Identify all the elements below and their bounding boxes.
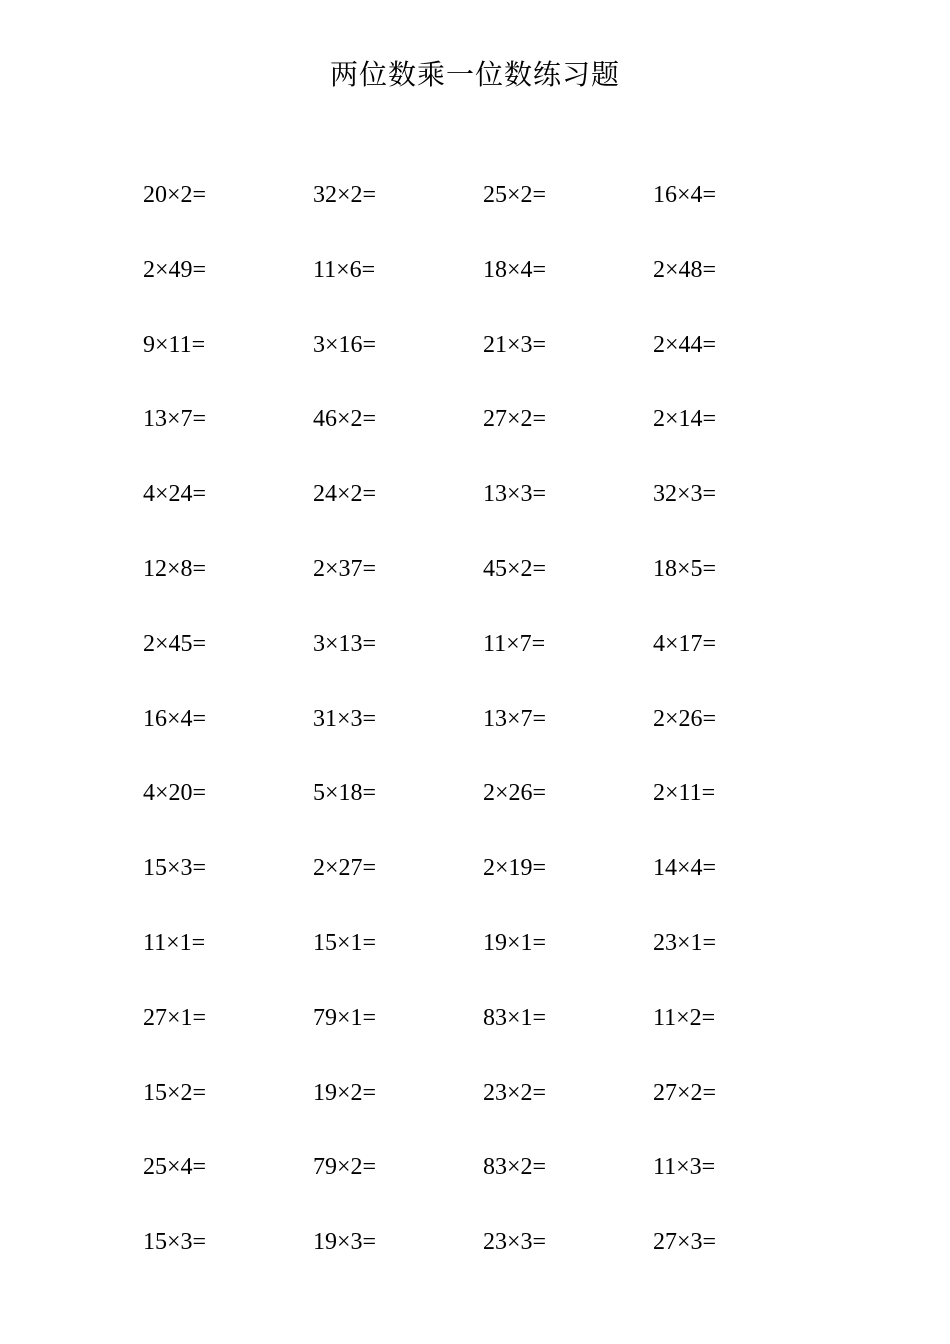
problem-cell: 25×4= xyxy=(143,1154,207,1181)
problem-cell: 11×7= xyxy=(483,630,546,657)
problem-cell: 24×2= xyxy=(313,481,377,508)
problem-row xyxy=(143,773,903,848)
problem-cell: 23×2= xyxy=(483,1079,547,1106)
problem-cell: 4×20= xyxy=(143,780,207,807)
problem-cell: 11×2= xyxy=(653,1004,716,1031)
problem-row xyxy=(143,624,903,699)
problem-row xyxy=(143,325,903,400)
problem-row xyxy=(143,923,903,998)
problem-cell: 31×3= xyxy=(313,705,377,732)
problem-cell: 2×45= xyxy=(143,630,207,657)
problem-cell: 14×4= xyxy=(653,855,717,882)
problem-cell: 2×48= xyxy=(653,256,717,283)
problem-cell: 2×26= xyxy=(653,705,717,732)
problem-row xyxy=(143,250,903,325)
problem-row xyxy=(143,1222,903,1297)
problem-cell: 11×3= xyxy=(653,1154,716,1181)
problem-cell: 83×1= xyxy=(483,1004,547,1031)
problem-cell: 46×2= xyxy=(313,406,377,433)
problem-cell: 5×18= xyxy=(313,780,377,807)
problem-cell: 13×7= xyxy=(483,705,547,732)
problem-cell: 15×1= xyxy=(313,929,377,956)
problem-cell: 2×14= xyxy=(653,406,717,433)
problem-cell: 15×2= xyxy=(143,1079,207,1106)
problem-row xyxy=(143,1073,903,1148)
problem-cell: 19×2= xyxy=(313,1079,377,1106)
problem-cell: 2×37= xyxy=(313,555,377,582)
problem-cell: 2×44= xyxy=(653,331,717,358)
problem-cell: 19×1= xyxy=(483,929,547,956)
problem-row xyxy=(143,848,903,923)
problem-cell: 4×24= xyxy=(143,481,207,508)
problem-cell: 2×11= xyxy=(653,780,716,807)
problem-cell: 9×11= xyxy=(143,331,206,358)
problem-cell: 27×2= xyxy=(483,406,547,433)
problem-cell: 2×19= xyxy=(483,855,547,882)
problem-row xyxy=(143,699,903,774)
problem-cell: 3×13= xyxy=(313,630,377,657)
problem-cell: 20×2= xyxy=(143,182,207,208)
problem-row xyxy=(143,549,903,624)
problem-cell: 27×1= xyxy=(143,1004,207,1031)
problem-cell: 21×3= xyxy=(483,331,547,358)
problem-cell: 23×1= xyxy=(653,929,717,956)
problem-cell: 2×49= xyxy=(143,256,207,283)
problem-cell: 18×4= xyxy=(483,256,547,283)
problem-cell: 83×2= xyxy=(483,1154,547,1181)
problem-cell: 18×5= xyxy=(653,555,717,582)
problem-cell: 13×7= xyxy=(143,406,207,433)
problem-cell: 11×6= xyxy=(313,256,376,283)
problem-cell: 16×4= xyxy=(143,705,207,732)
problem-cell: 25×2= xyxy=(483,182,547,208)
problem-row xyxy=(143,474,903,549)
problem-row xyxy=(143,1147,903,1222)
problem-cell: 27×2= xyxy=(653,1079,717,1106)
problem-cell: 32×2= xyxy=(313,182,377,208)
problem-row xyxy=(143,175,903,250)
problem-grid xyxy=(143,175,903,1297)
problem-cell: 23×3= xyxy=(483,1229,547,1256)
problem-cell: 2×26= xyxy=(483,780,547,807)
problem-cell: 27×3= xyxy=(653,1229,717,1256)
problem-cell: 16×4= xyxy=(653,182,717,208)
problem-cell: 32×3= xyxy=(653,481,717,508)
problem-row xyxy=(143,399,903,474)
problem-cell: 15×3= xyxy=(143,1229,207,1256)
problem-cell: 79×2= xyxy=(313,1154,377,1181)
problem-cell: 79×1= xyxy=(313,1004,377,1031)
problem-cell: 45×2= xyxy=(483,555,547,582)
problem-cell: 3×16= xyxy=(313,331,377,358)
problem-cell: 11×1= xyxy=(143,929,206,956)
problem-cell: 19×3= xyxy=(313,1229,377,1256)
worksheet-title: 两位数乘一位数练习题 xyxy=(329,60,620,91)
problem-cell: 4×17= xyxy=(653,630,717,657)
problem-row xyxy=(143,998,903,1073)
problem-cell: 12×8= xyxy=(143,555,207,582)
problem-cell: 2×27= xyxy=(313,855,377,882)
problem-cell: 15×3= xyxy=(143,855,207,882)
problem-cell: 13×3= xyxy=(483,481,547,508)
